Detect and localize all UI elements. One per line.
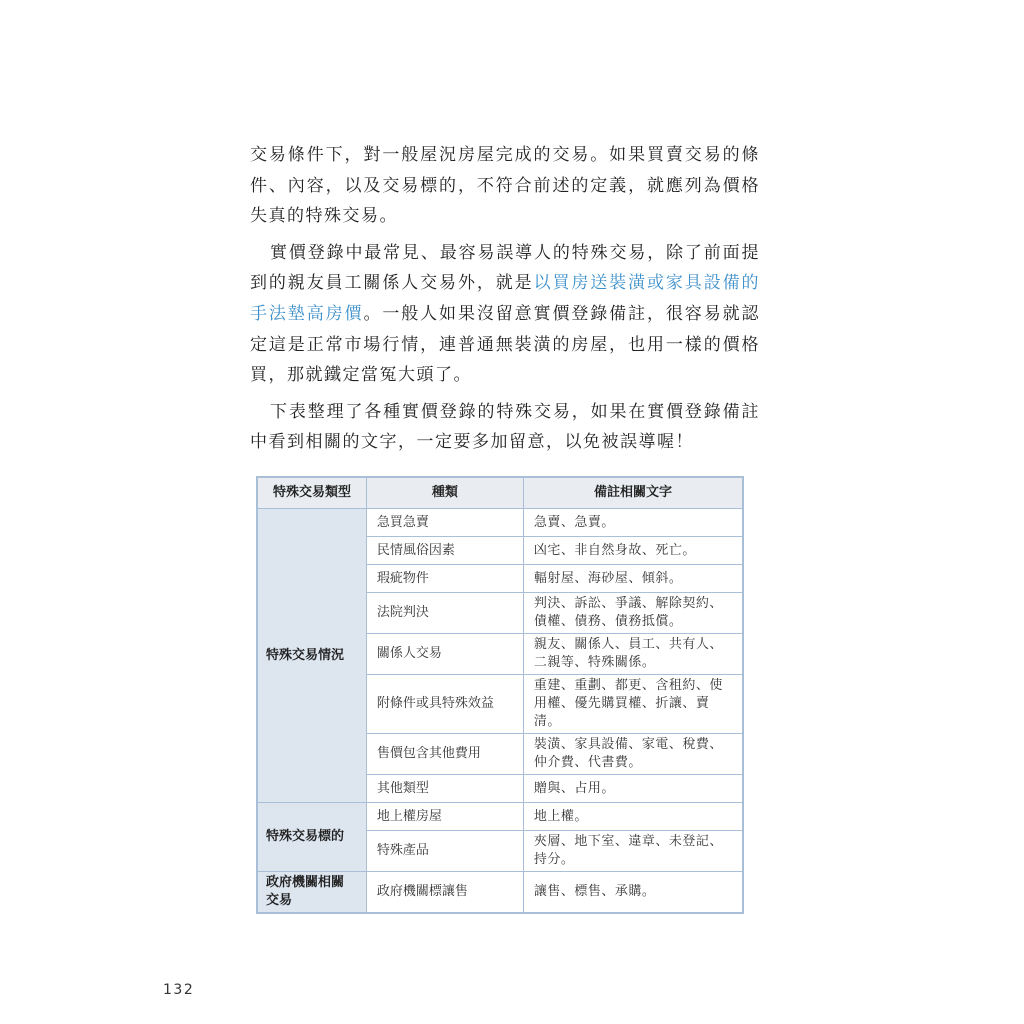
note-cell: 凶宅、非自然身故、死亡。 [523,537,743,565]
kind-cell: 民情風俗因素 [366,537,523,565]
note-cell: 夾層、地下室、違章、未登記、持分。 [523,831,743,872]
note-cell: 地上權。 [523,803,743,831]
paragraph-2-end: 。一般人如果沒留意實價登錄備註，很容易就認定這是正常市場行情，連普通無裝潢的房屋，也用一樣的價格買，那就鐵定當冤大頭了。 [250,303,761,386]
kind-cell: 急買急賣 [366,509,523,537]
header-note: 備註相關文字 [523,477,743,509]
note-cell: 輻射屋、海砂屋、傾斜。 [523,565,743,593]
special-transaction-table [256,476,744,914]
kind-cell: 關係人交易 [366,634,523,675]
kind-cell: 其他類型 [366,775,523,803]
table-row [257,872,743,914]
paragraph-2-highlight: 以買房送裝潢或家具設備的手法墊高房價 [250,273,761,324]
note-cell: 親友、關係人、員工、共有人、二親等、特殊關係。 [523,634,743,675]
kind-cell: 政府機關標讓售 [366,872,523,914]
kind-cell: 瑕疵物件 [366,565,523,593]
note-cell: 判決、訴訟、爭議、解除契約、債權、債務、債務抵償。 [523,593,743,634]
note-cell: 贈與、占用。 [523,775,743,803]
paragraph-2-start: 實價登錄中最常見、最容易誤導人的特殊交易，除了前面提到的親友員工關係人交易外，就是 [250,242,760,294]
note-cell: 裝潢、家具設備、家電、稅費、仲介費、代書費。 [523,734,743,775]
paragraph-1: 交易條件下，對一般屋況房屋完成的交易。如果買賣交易的條件、內容，以及交易標的，不符合前述的定義，就應列為價格失真的特殊交易。 [250,145,760,227]
paragraph-3: 下表整理了各種實價登錄的特殊交易，如果在實價登錄備註中看到相關的文字，一定要多加留意，以免被誤導喔！ [250,401,760,453]
header-type: 特殊交易類型 [257,477,366,509]
table-row [257,803,743,831]
note-cell: 重建、重劃、都更、含租約、使用權、優先購買權、折讓、賣清。 [523,675,743,734]
header-kind: 種類 [366,477,523,509]
note-cell: 急賣、急賣。 [523,509,743,537]
group-cell: 政府機關相關交易 [257,872,366,914]
body-text [250,140,760,464]
note-cell: 讓售、標售、承購。 [523,872,743,914]
kind-cell: 地上權房屋 [366,803,523,831]
kind-cell: 法院判決 [366,593,523,634]
table-body [257,509,743,914]
kind-cell: 售價包含其他費用 [366,734,523,775]
page-number: 132 [163,982,195,998]
table-row [257,509,743,537]
kind-cell: 特殊產品 [366,831,523,872]
table-header-row [257,477,743,509]
kind-cell: 附條件或具特殊效益 [366,675,523,734]
group-cell: 特殊交易標的 [257,803,366,872]
paragraph-2 [250,238,760,391]
group-cell: 特殊交易情況 [257,509,366,803]
